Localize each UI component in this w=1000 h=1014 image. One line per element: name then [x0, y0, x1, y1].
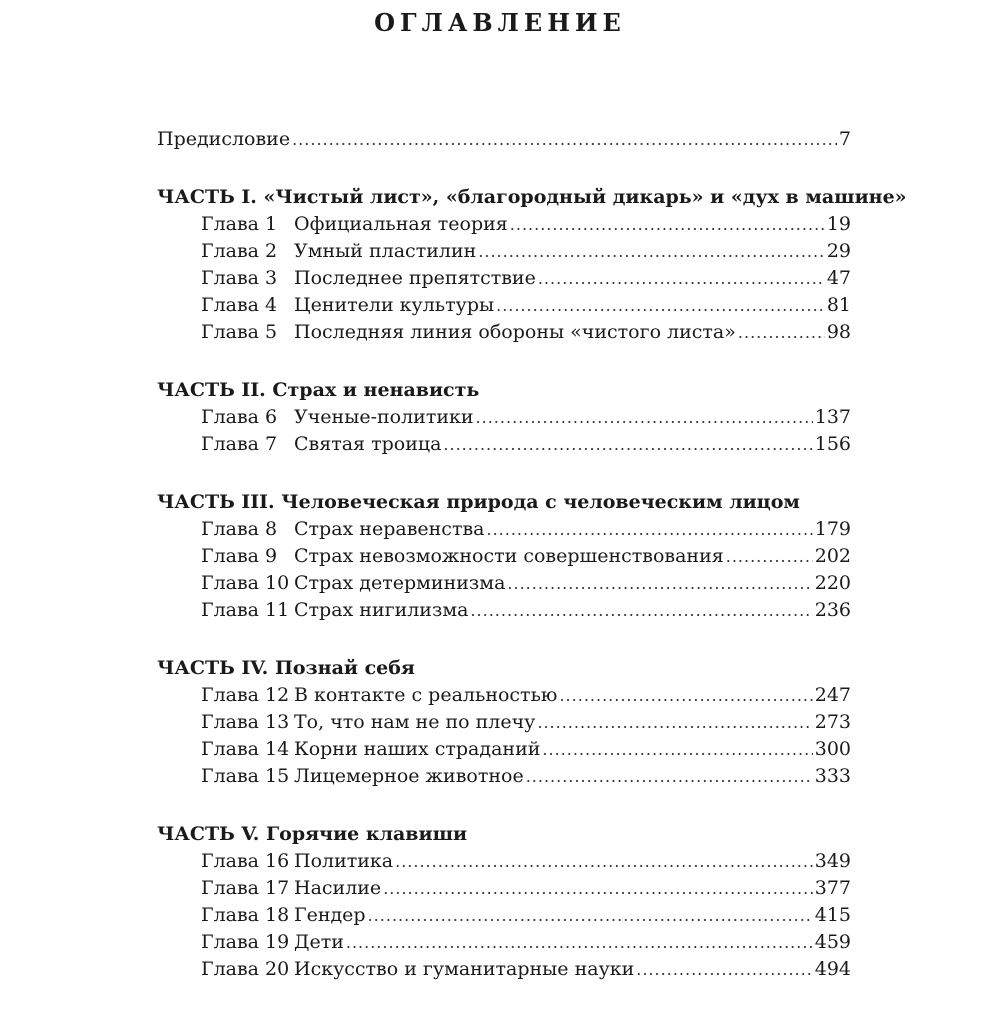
- chapter-title: В контакте с реальностью: [294, 684, 558, 706]
- page-title: ОГЛАВЛЕНИЕ: [374, 8, 626, 37]
- chapter-title: Умный пластилин: [294, 240, 477, 262]
- part-label: ЧАСТЬ III.: [157, 491, 275, 513]
- chapter-title: Последнее препятствие: [294, 267, 536, 289]
- dot-leader: [507, 570, 812, 597]
- toc-page-number: 333: [814, 765, 851, 787]
- toc-part: [157, 377, 851, 458]
- toc-entry-chapter[interactable]: [157, 875, 851, 902]
- chapter-title: Дети: [294, 931, 344, 953]
- toc-entry-chapter[interactable]: [157, 319, 851, 346]
- toc-page-number: 19: [826, 213, 851, 235]
- dot-leader: [395, 848, 813, 875]
- chapter-number: Глава 10: [201, 572, 290, 594]
- toc-entry-chapter[interactable]: [157, 543, 851, 570]
- toc-entry-chapter[interactable]: [157, 763, 851, 790]
- dot-leader: [726, 543, 813, 570]
- toc-page-number: 349: [814, 850, 851, 872]
- dot-leader: [559, 682, 812, 709]
- toc-entry-chapter[interactable]: [157, 516, 851, 543]
- chapter-number: Глава 1: [201, 213, 278, 235]
- dot-leader: [486, 516, 812, 543]
- toc-entry-preface[interactable]: [157, 126, 851, 153]
- chapter-title: Святая троица: [294, 433, 442, 455]
- chapter-title: Страх нигилизма: [294, 599, 469, 621]
- chapter-number: Глава 5: [201, 321, 278, 343]
- dot-leader: [526, 763, 813, 790]
- chapter-number: Глава 13: [201, 711, 290, 733]
- part-heading[interactable]: [157, 377, 851, 404]
- chapter-number: Глава 20: [201, 958, 290, 980]
- chapter-title: Политика: [294, 850, 394, 872]
- toc-entry-chapter[interactable]: [157, 902, 851, 929]
- toc-page-number: 156: [814, 433, 851, 455]
- toc-page-number: 220: [814, 572, 851, 594]
- dot-leader: [368, 902, 813, 929]
- toc-page-number: 415: [814, 904, 851, 926]
- chapter-number: Глава 3: [201, 267, 278, 289]
- chapter-title: Гендер: [294, 904, 366, 926]
- toc-page-number: 98: [826, 321, 851, 343]
- chapter-title: Корни наших страданий: [294, 738, 541, 760]
- toc-entry-chapter[interactable]: [157, 265, 851, 292]
- dot-leader: [636, 956, 812, 983]
- dot-leader: [383, 875, 813, 902]
- chapter-number: Глава 8: [201, 518, 278, 540]
- toc-page-number: 494: [814, 958, 851, 980]
- chapter-number: Глава 19: [201, 931, 290, 953]
- toc-entry-chapter[interactable]: [157, 956, 851, 983]
- dot-leader: [346, 929, 813, 956]
- toc-page-number: 29: [826, 240, 851, 262]
- toc-page-number: 273: [814, 711, 851, 733]
- dot-leader: [470, 597, 812, 624]
- chapter-number: Глава 9: [201, 545, 278, 567]
- chapter-title: Ценители культуры: [294, 294, 495, 316]
- dot-leader: [476, 404, 813, 431]
- part-label: ЧАСТЬ I.: [157, 186, 257, 208]
- toc-part: [157, 184, 907, 346]
- part-label: ЧАСТЬ II.: [157, 379, 266, 401]
- toc-entry-chapter[interactable]: [157, 431, 851, 458]
- toc-entry-chapter[interactable]: [157, 929, 851, 956]
- dot-leader: [292, 126, 837, 153]
- chapter-title: Последняя линия обороны «чистого листа»: [294, 321, 736, 343]
- part-title: Познай себя: [274, 657, 415, 679]
- parts-list: [157, 184, 907, 983]
- part-heading[interactable]: [157, 655, 851, 682]
- dot-leader: [538, 265, 825, 292]
- toc-page-number: 179: [814, 518, 851, 540]
- chapter-number: Глава 6: [201, 406, 278, 428]
- chapter-number: Глава 14: [201, 738, 290, 760]
- dot-leader: [537, 709, 812, 736]
- chapter-number: Глава 18: [201, 904, 290, 926]
- toc-entry-chapter[interactable]: [157, 736, 851, 763]
- toc-part: [157, 489, 851, 624]
- part-label: ЧАСТЬ IV.: [157, 657, 269, 679]
- chapter-number: Глава 4: [201, 294, 278, 316]
- toc-page-number: 459: [814, 931, 851, 953]
- toc-entry-chapter[interactable]: [157, 211, 851, 238]
- dot-leader: [496, 292, 825, 319]
- toc-page-number: 300: [814, 738, 851, 760]
- chapter-number: Глава 12: [201, 684, 290, 706]
- toc-entry-chapter[interactable]: [157, 404, 851, 431]
- toc-part: [157, 655, 851, 790]
- toc-entry-chapter[interactable]: [157, 709, 851, 736]
- dot-leader: [510, 211, 825, 238]
- toc-entry-title: Предисловие: [157, 128, 291, 150]
- chapter-number: Глава 2: [201, 240, 278, 262]
- chapter-title: Страх детерминизма: [294, 572, 506, 594]
- dot-leader: [738, 319, 825, 346]
- part-heading[interactable]: [157, 489, 851, 516]
- chapter-title: То, что нам не по плечу: [294, 711, 536, 733]
- toc-page-number: 247: [814, 684, 851, 706]
- part-heading[interactable]: [157, 821, 851, 848]
- part-heading[interactable]: [157, 184, 907, 211]
- chapter-number: Глава 7: [201, 433, 278, 455]
- chapter-number: Глава 17: [201, 877, 290, 899]
- chapter-title: Ученые-политики: [294, 406, 474, 428]
- toc-page-number: 7: [838, 128, 851, 150]
- toc-page-number: 81: [826, 294, 851, 316]
- toc-entry-chapter[interactable]: [157, 682, 851, 709]
- dot-leader: [443, 431, 812, 458]
- chapter-title: Страх невозможности совершенствования: [294, 545, 724, 567]
- chapter-title: Насилие: [294, 877, 382, 899]
- table-of-contents: [157, 126, 907, 1014]
- toc-entry-chapter[interactable]: [157, 238, 851, 265]
- toc-entry-chapter[interactable]: [157, 848, 851, 875]
- toc-entry-chapter[interactable]: [157, 597, 851, 624]
- toc-part: [157, 821, 851, 983]
- dot-leader: [542, 736, 812, 763]
- part-label: ЧАСТЬ V.: [157, 823, 260, 845]
- toc-entry-chapter[interactable]: [157, 292, 851, 319]
- chapter-title: Официальная теория: [294, 213, 508, 235]
- part-title: «Чистый лист», «благородный дикарь» и «дух в машине»: [263, 186, 907, 208]
- part-title: Горячие клавиши: [266, 823, 468, 845]
- toc-page-number: 137: [814, 406, 851, 428]
- chapter-number: Глава 11: [201, 599, 290, 621]
- chapter-title: Искусство и гуманитарные науки: [294, 958, 635, 980]
- chapter-number: Глава 15: [201, 765, 290, 787]
- toc-page-number: 377: [814, 877, 851, 899]
- part-title: Человеческая природа с человеческим лицом: [281, 491, 800, 513]
- chapter-title: Страх неравенства: [294, 518, 485, 540]
- toc-page-number: 47: [826, 267, 851, 289]
- chapter-title: Лицемерное животное: [294, 765, 524, 787]
- toc-entry-chapter[interactable]: [157, 570, 851, 597]
- part-title: Страх и ненависть: [272, 379, 480, 401]
- chapter-number: Глава 16: [201, 850, 290, 872]
- toc-page-number: 236: [814, 599, 851, 621]
- dot-leader: [478, 238, 825, 265]
- toc-page-number: 202: [814, 545, 851, 567]
